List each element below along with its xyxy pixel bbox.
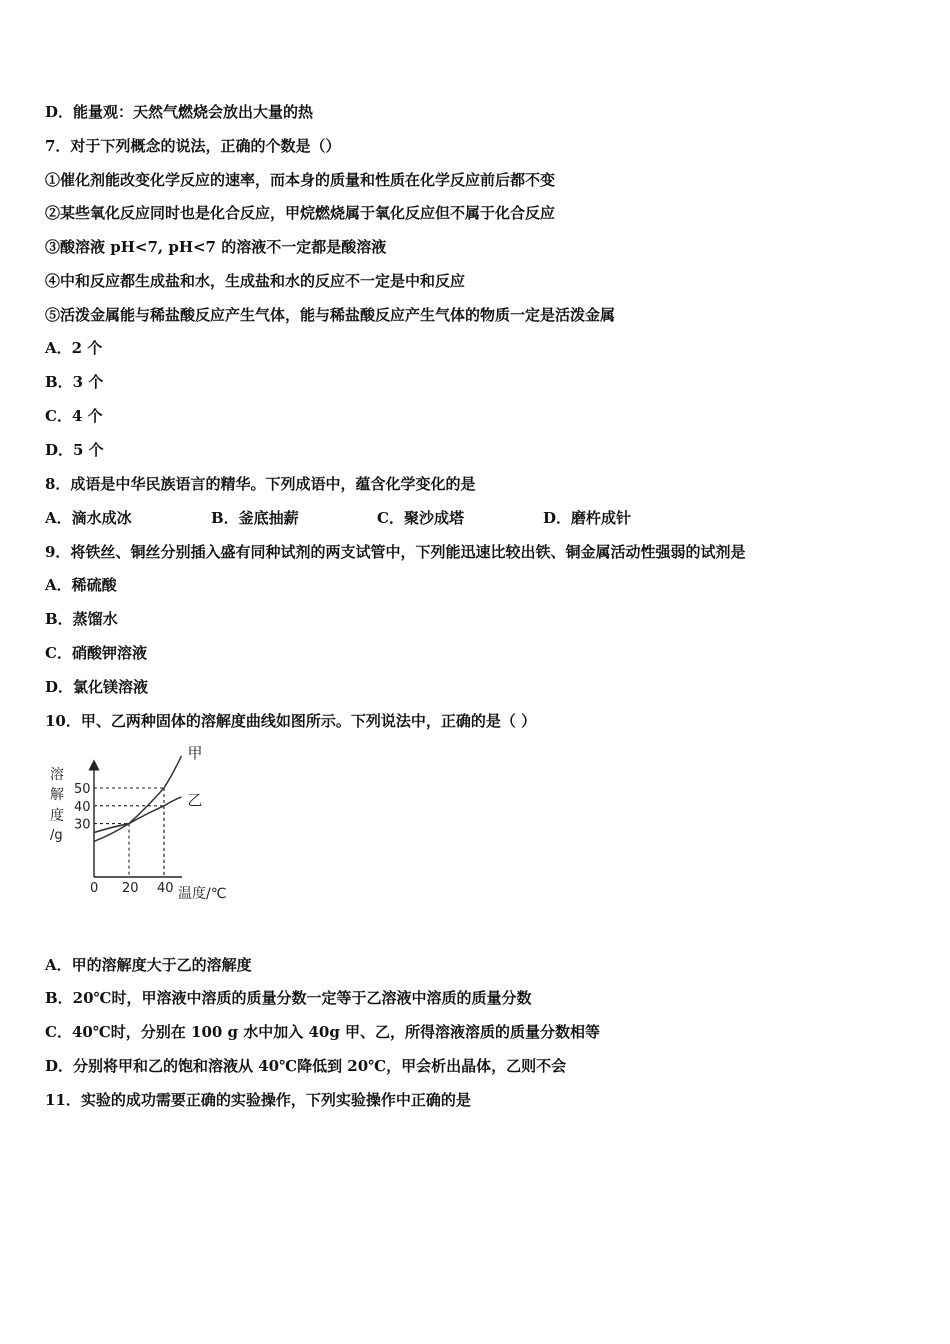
series-layer [94, 744, 203, 841]
x-tick-label-3: 40 [157, 881, 174, 896]
q9-option-c: C．硝酸钾溶液 [45, 644, 147, 662]
q7-stem: 7．对于下列概念的说法，正确的个数是（） [45, 137, 341, 155]
q7-option-d: D．5 个 [45, 441, 104, 459]
q9-option-d: D．氯化镁溶液 [45, 678, 149, 696]
ylabel-char-4: /g [50, 828, 63, 843]
q6-option-d: D．能量观：天然气燃烧会放出大量的热 [45, 103, 314, 121]
guide-lines [94, 788, 164, 877]
q8-option-d: D．磨杵成针 [543, 509, 632, 527]
q8-options [45, 508, 631, 528]
ylabel-char-3: 度 [50, 808, 64, 824]
series-label-2: 乙 [187, 790, 203, 809]
q8-option-a: A．滴水成冰 [45, 509, 132, 527]
q11-stem: 11．实验的成功需要正确的实验操作，下列实验操作中正确的是 [45, 1091, 471, 1109]
q8-stem: 8．成语是中华民族语言的精华。下列成语中，蕴含化学变化的是 [45, 475, 476, 493]
labels-layer [50, 766, 226, 902]
q7-statement-5: ⑤活泼金属能与稀盐酸反应产生气体，能与稀盐酸反应产生气体的物质一定是活泼金属 [45, 306, 616, 324]
q7-statement-1: ①催化剂能改变化学反应的速率，而本身的质量和性质在化学反应前后都不变 [45, 171, 556, 189]
solubility-chart-svg [40, 743, 260, 905]
q9-option-a: A．稀硫酸 [45, 576, 117, 594]
y-tick-label-1: 30 [74, 817, 91, 833]
x-tick-label-1: 0 [90, 881, 99, 896]
q7-option-a: A．2 个 [45, 339, 103, 357]
q7-option-c: C．4 个 [45, 407, 103, 425]
q7-statement-4: ④中和反应都生成盐和水，生成盐和水的反应不一定是中和反应 [45, 272, 466, 290]
q10-option-a: A．甲的溶解度大于乙的溶解度 [45, 956, 252, 974]
x-axis-label: 温度/℃ [178, 886, 227, 902]
q10-option-b: B．20℃时，甲溶液中溶质的质量分数一定等于乙溶液中溶质的质量分数 [45, 989, 532, 1007]
x-tick-label-2: 20 [122, 881, 139, 896]
y-tick-label-2: 40 [74, 799, 91, 815]
q10-option-d: D．分别将甲和乙的饱和溶液从 40℃降低到 20℃，甲会析出晶体，乙则不会 [45, 1057, 567, 1075]
q9-stem: 9．将铁丝、铜丝分别插入盛有同种试剂的两支试管中，下列能迅速比较出铁、铜金属活动性强弱的试剂是 [45, 543, 746, 561]
q10-option-c: C．40℃时，分别在 100 g 水中加入 40g 甲、乙，所得溶液溶质的质量分数相等 [45, 1023, 601, 1041]
y-tick-label-3: 50 [74, 782, 91, 797]
q8-option-b: B．釜底抽薪 [211, 509, 299, 527]
q10-stem: 10．甲、乙两种固体的溶解度曲线如图所示。下列说法中，正确的是（ ） [45, 712, 537, 730]
ylabel-char-2: 解 [50, 787, 64, 803]
solubility-curve-figure [40, 743, 260, 905]
q8-option-c: C．聚沙成塔 [377, 509, 464, 527]
q7-statement-3: ③酸溶液 pH<7, pH<7 的溶液不一定都是酸溶液 [45, 238, 387, 256]
q7-option-b: B．3 个 [45, 373, 104, 391]
series-label-1: 甲 [187, 743, 203, 762]
q7-statement-2: ②某些氧化反应同时也是化合反应，甲烷燃烧属于氧化反应但不属于化合反应 [45, 204, 556, 222]
ylabel-char-1: 溶 [50, 767, 64, 783]
q9-option-b: B．蒸馏水 [45, 610, 118, 628]
